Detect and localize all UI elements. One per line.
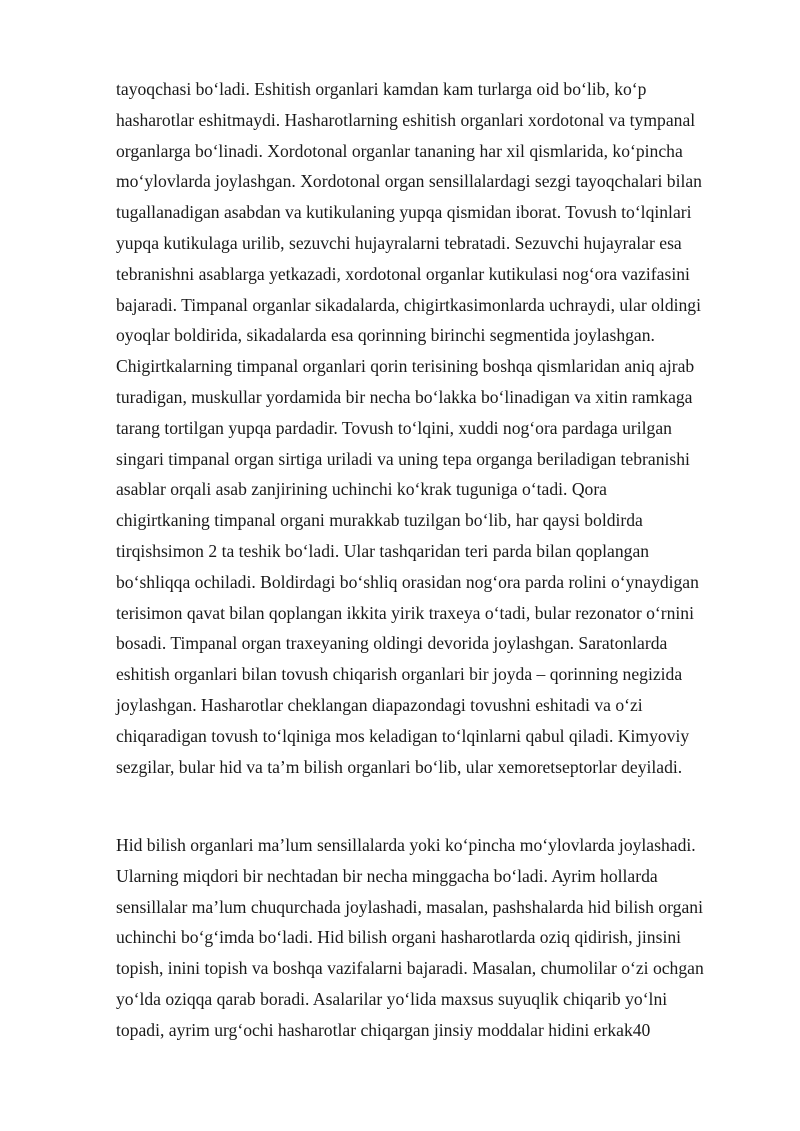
text-line: oyoqlar boldirida, sikadalarda esa qorinning birinchi segmentida joylashgan.: [116, 325, 655, 346]
text-line: terisimon qavat bilan qoplangan ikkita yirik traxeya oʻtadi, bular rezonator oʻrnini: [116, 602, 694, 623]
text-line: joylashgan. Hasharotlar cheklangan diapazondagi tovushni eshitadi va oʻzi: [116, 694, 643, 715]
text-line: tarang tortilgan yupqa pardadir. Tovush toʻlqini, xuddi nogʻora pardaga urilgan: [116, 417, 672, 438]
text-line: moʻylovlarda joylashgan. Xordotonal organ sensillalardagi sezgi tayoqchalari bilan: [116, 171, 702, 192]
paragraph-2: [116, 830, 756, 1046]
text-line: yoʻlda oziqqa qarab boradi. Asalarilar yoʻlida maxsus suyuqlik chiqarib yoʻlni: [116, 988, 668, 1009]
text-line: tayoqchasi boʻladi. Eshitish organlari kamdan kam turlarga oid boʻlib, koʻp: [116, 79, 647, 99]
text-line: bajaradi. Timpanal organlar sikadalarda, chigirtkasimonlarda uchraydi, ular oldingi: [116, 294, 701, 315]
text-line: bosadi. Timpanal organ traxeyaning oldingi devorida joylashgan. Saratonlarda: [116, 633, 668, 654]
text-line: asablar orqali asab zanjirining uchinchi koʻkrak tuguniga oʻtadi. Qora: [116, 479, 607, 500]
text-line: Ularning miqdori bir nechtadan bir necha minggacha boʻladi. Ayrim hollarda: [116, 865, 658, 886]
text-line: organlarga boʻlinadi. Xordotonal organlar tananing har xil qismlarida, koʻpincha: [116, 140, 683, 161]
text-line: eshitish organlari bilan tovush chiqarish organlari bir joyda – qorinning negizida: [116, 664, 683, 685]
text-line: boʻshliqqa ochiladi. Boldirdagi boʻshliq orasidan nogʻora parda rolini oʻynaydigan: [116, 571, 699, 592]
text-line: tugallanadigan asabdan va kutikulaning yupqa qismidan iborat. Tovush toʻlqinlari: [116, 202, 692, 223]
text-line: topadi, ayrim urgʻochi hasharotlar chiqargan jinsiy moddalar hidini erkak40: [116, 1019, 651, 1040]
text-line: yupqa kutikulaga urilib, sezuvchi hujayralarni tebratadi. Sezuvchi hujayralar esa: [116, 232, 682, 253]
text-line: tirqishsimon 2 ta teshik boʻladi. Ular tashqaridan teri parda bilan qoplangan: [116, 540, 650, 561]
text-line: uchinchi boʻgʻimda boʻladi. Hid bilish organi hasharotlarda oziq qidirish, jinsini: [116, 927, 682, 948]
text-line: singari timpanal organ sirtiga uriladi va uning tepa organga beriladigan tebranishi: [116, 448, 690, 469]
text-line: turadigan, muskullar yordamida bir necha boʻlakka boʻlinadigan va xitin ramkaga: [116, 386, 693, 407]
text-line: chiqaradigan tovush toʻlqiniga mos keladigan toʻlqinlarni qabul qiladi. Kimyoviy: [116, 725, 690, 746]
text-line: tebranishni asablarga yetkazadi, xordotonal organlar kutikulasi nogʻora vazifasini: [116, 263, 690, 284]
paragraph-1: [116, 74, 756, 782]
text-line: Hid bilish organlari maʼlum sensillalarda yoki koʻpincha moʻylovlarda joylashadi.: [116, 835, 696, 855]
text-line: sezgilar, bular hid va taʼm bilish organlari boʻlib, ular xemoretseptorlar deyiladi.: [116, 756, 683, 777]
text-line: topish, inini topish va boshqa vazifalarni bajaradi. Masalan, chumolilar oʻzi ochgan: [116, 958, 704, 979]
text-line: sensillalar maʼlum chuqurchada joylashadi, masalan, pashshalarda hid bilish organi: [116, 896, 703, 917]
text-line: hasharotlar eshitmaydi. Hasharotlarning eshitish organlari xordotonal va tympanal: [116, 109, 696, 130]
text-line: Chigirtkalarning timpanal organlari qorin terisining boshqa qismlaridan aniq ajrab: [116, 356, 695, 377]
text-line: chigirtkaning timpanal organi murakkab tuzilgan boʻlib, har qaysi boldirda: [116, 510, 643, 531]
